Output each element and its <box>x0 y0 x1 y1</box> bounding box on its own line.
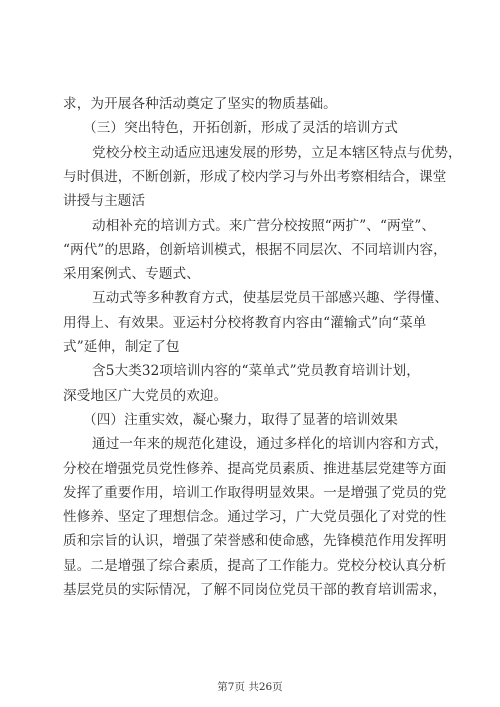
text-line-6: 动相补充的培训方式。来广营分校按照“两扩”、“两堂”、 <box>92 217 436 234</box>
text-line-7: “两代”的思路，创新培训模式，根据不同层次、不同培训内容， <box>63 241 447 258</box>
text-line-17: 发挥了重要作用，培训工作取得明显效果。一是增强了党员的党 <box>63 484 447 501</box>
text-line-1: 求，为开展各种活动奠定了坚实的物质基础。 <box>63 96 337 112</box>
text-line-19: 质和宗旨的认识，增强了荣誉感和使命感，先锋模范作用发挥明 <box>63 533 447 550</box>
text-line-12: 含5大类32项培训内容的“菜单式”党员教育培训计划， <box>92 363 420 380</box>
text-line-21: 基层党员的实际情况，了解不同岗位党员干部的教育培训需求， <box>63 582 447 598</box>
section-heading-4: （四）注重实效，凝心聚力，取得了显著的培训效果 <box>83 411 398 428</box>
text-line-18: 性修养、坚定了理想信念。通过学习，广大党员强化了对党的性 <box>63 509 447 526</box>
text-line-5: 讲授与主题活 <box>63 193 146 210</box>
text-line-16: 分校在增强党员党性修养、提高党员素质、推进基层党建等方面 <box>63 460 447 477</box>
text-line-10: 用得上、有效果。亚运村分校将教育内容由“灌输式”向“菜单 <box>63 314 427 331</box>
text-line-11: 式”延伸，制定了包 <box>63 339 180 355</box>
page-footer: 第7页 共26页 <box>217 681 283 693</box>
text-line-3: 党校分校主动适应迅速发展的形势，立足本辖区特点与优势， <box>92 144 462 161</box>
text-line-20: 显。二是增强了综合素质，提高了工作能力。党校分校认真分析 <box>63 557 447 574</box>
text-line-15: 通过一年来的规范化建设，通过多样化的培训内容和方式， <box>92 436 449 453</box>
text-line-13: 深受地区广大党员的欢迎。 <box>63 387 228 404</box>
text-line-8: 采用案例式、专题式、 <box>63 266 200 283</box>
text-line-9: 互动式等多种教育方式，使基层党员干部感兴趣、学得懂、 <box>92 290 449 307</box>
section-heading-3: （三）突出特色，开拓创新，形成了灵活的培训方式 <box>83 120 398 137</box>
text-line-4: 与时俱进，不断创新，形成了校内学习与外出考察相结合，课堂 <box>63 168 447 185</box>
